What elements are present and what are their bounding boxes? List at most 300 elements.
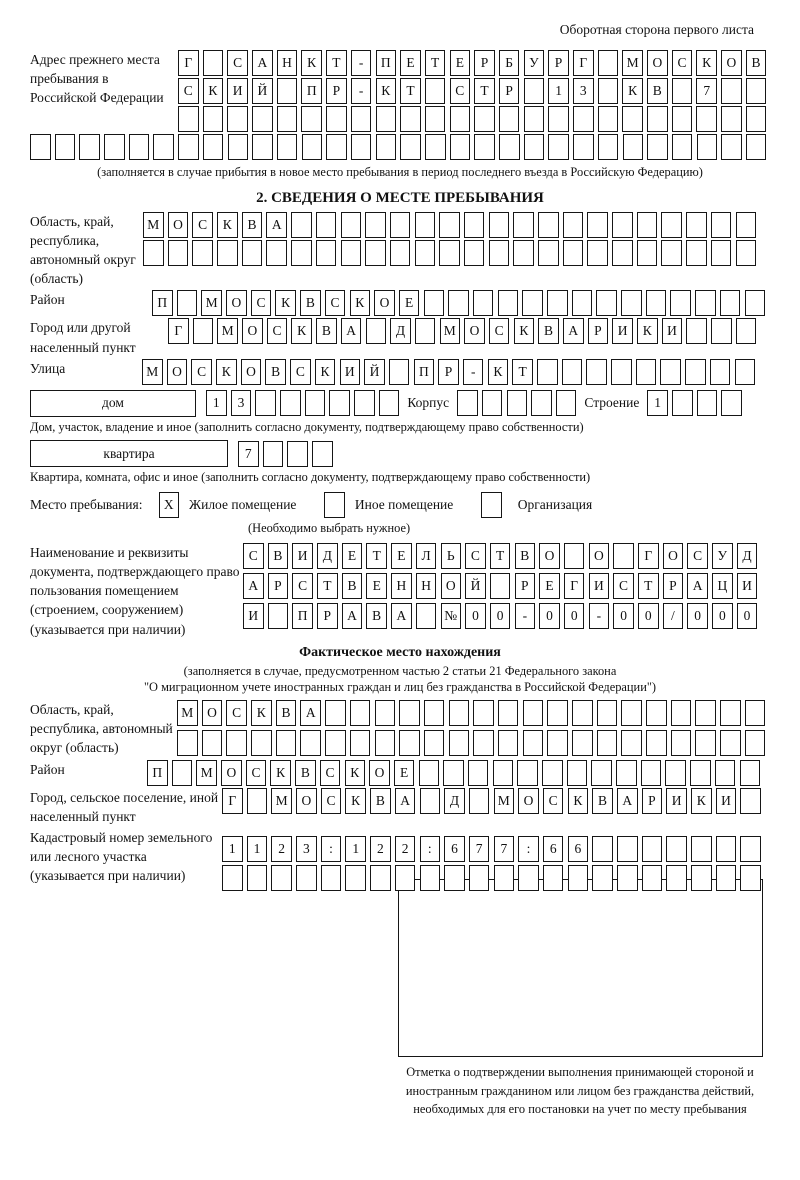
char-box — [268, 603, 289, 629]
char-box — [736, 212, 757, 238]
char-box — [415, 240, 436, 266]
char-box — [513, 240, 534, 266]
char-box: 0 — [737, 603, 758, 629]
char-box — [365, 212, 386, 238]
char-box: С — [227, 50, 248, 76]
char-box: А — [266, 212, 287, 238]
char-box: 0 — [490, 603, 511, 629]
char-box — [517, 760, 538, 786]
char-box — [623, 134, 644, 160]
char-box — [621, 730, 642, 756]
field-ownership-document — [30, 543, 800, 639]
char-box: Е — [391, 543, 412, 569]
char-box: С — [292, 573, 313, 599]
char-box — [226, 730, 247, 756]
char-box: Д — [317, 543, 338, 569]
char-box — [736, 240, 757, 266]
char-box: К — [691, 788, 712, 814]
char-box: М — [271, 788, 292, 814]
stay-type-note: (Необходимо выбрать нужное) — [248, 521, 411, 536]
region-grid-row-1 — [143, 212, 756, 238]
char-box: 7 — [238, 441, 259, 467]
char-box — [711, 240, 732, 266]
char-box: Д — [737, 543, 758, 569]
char-box: М — [494, 788, 515, 814]
char-box — [613, 543, 634, 569]
char-box: П — [292, 603, 313, 629]
char-box: К — [315, 359, 336, 385]
char-box: К — [637, 318, 658, 344]
char-box — [326, 106, 347, 132]
char-box — [420, 865, 441, 891]
char-box — [489, 240, 510, 266]
char-box — [55, 134, 76, 160]
char-box — [242, 240, 263, 266]
char-box — [341, 240, 362, 266]
char-box — [400, 106, 421, 132]
char-box — [494, 865, 515, 891]
char-box — [192, 240, 213, 266]
char-box — [697, 390, 718, 416]
char-box — [556, 390, 577, 416]
char-box — [672, 134, 693, 160]
actual-city-label: Город, сельское поселение, иной населенный пункт — [30, 789, 219, 824]
field-district — [30, 290, 800, 316]
char-box — [376, 106, 397, 132]
field-cadastral-number — [30, 828, 800, 891]
char-box — [354, 390, 375, 416]
char-box — [686, 240, 707, 266]
char-box: 0 — [638, 603, 659, 629]
char-box: К — [216, 359, 237, 385]
char-box: О — [441, 573, 462, 599]
char-box: К — [301, 50, 322, 76]
section2-title: 2. СВЕДЕНИЯ О МЕСТЕ ПРЕБЫВАНИЯ — [256, 189, 544, 206]
char-box — [697, 134, 718, 160]
char-box: О — [647, 50, 668, 76]
char-box: 7 — [696, 78, 717, 104]
char-box: Р — [317, 603, 338, 629]
char-box — [547, 290, 568, 316]
char-box: Т — [317, 573, 338, 599]
char-box: Е — [450, 50, 471, 76]
char-box: В — [295, 760, 316, 786]
char-box — [591, 760, 612, 786]
char-box — [596, 290, 617, 316]
char-box — [448, 290, 469, 316]
char-box: О — [221, 760, 242, 786]
char-box — [695, 700, 716, 726]
char-box — [647, 134, 668, 160]
char-box — [464, 240, 485, 266]
char-box — [720, 700, 741, 726]
char-box — [247, 788, 268, 814]
apartment-box-label: квартира — [30, 440, 228, 467]
char-box: К — [696, 50, 717, 76]
field-street — [30, 359, 800, 385]
actual-region-grid-row-2 — [177, 730, 765, 756]
char-box — [567, 760, 588, 786]
field-apartment — [30, 440, 800, 467]
char-box — [598, 78, 619, 104]
char-box — [499, 106, 520, 132]
actual-district-label: Район — [30, 761, 65, 777]
char-box — [665, 760, 686, 786]
char-box: Й — [465, 573, 486, 599]
char-box: С — [226, 700, 247, 726]
char-box — [499, 134, 520, 160]
char-box: Ь — [441, 543, 462, 569]
char-box — [449, 700, 470, 726]
char-box: Г — [222, 788, 243, 814]
char-box: 0 — [539, 603, 560, 629]
char-box: М — [143, 212, 164, 238]
char-box: Е — [539, 573, 560, 599]
char-box: Д — [390, 318, 411, 344]
char-box — [735, 359, 756, 385]
char-box: И — [737, 573, 758, 599]
char-box: С — [251, 290, 272, 316]
char-box: С — [543, 788, 564, 814]
char-box — [636, 359, 657, 385]
char-box — [305, 390, 326, 416]
char-box: 7 — [494, 836, 515, 862]
char-box — [399, 700, 420, 726]
char-box: К — [345, 760, 366, 786]
char-box: Е — [366, 573, 387, 599]
char-box — [612, 212, 633, 238]
stay-type-label: Место пребывания: — [30, 497, 143, 513]
char-box — [592, 865, 613, 891]
char-box: А — [341, 318, 362, 344]
actual-region-label: Область, край, республика, автономный округ (область) — [30, 702, 173, 756]
char-box: О — [589, 543, 610, 569]
cadastral-grid-row-1 — [222, 836, 761, 862]
char-box: М — [177, 700, 198, 726]
char-box — [104, 134, 125, 160]
char-box — [746, 134, 767, 160]
char-box: Р — [548, 50, 569, 76]
actual-city-grid — [222, 788, 761, 814]
char-box — [415, 212, 436, 238]
char-box: В — [647, 78, 668, 104]
char-box — [642, 836, 663, 862]
char-box: Б — [499, 50, 520, 76]
char-box — [277, 106, 298, 132]
char-box: И — [340, 359, 361, 385]
char-box: С — [290, 359, 311, 385]
char-box: С — [489, 318, 510, 344]
actual-location-note-line2: "О миграционном учете иностранных граждан и лиц без гражданства в Российской Федерации") — [143, 680, 657, 695]
char-box — [291, 240, 312, 266]
char-box: Г — [564, 573, 585, 599]
char-box: Р — [515, 573, 536, 599]
char-box: С — [191, 359, 212, 385]
char-box — [524, 106, 545, 132]
char-box — [721, 78, 742, 104]
char-box: X — [159, 492, 180, 518]
char-box — [202, 730, 223, 756]
char-box: 0 — [564, 603, 585, 629]
char-box — [611, 359, 632, 385]
char-box — [711, 318, 732, 344]
char-box — [646, 730, 667, 756]
char-box: Т — [400, 78, 421, 104]
char-box — [548, 106, 569, 132]
char-box: Н — [277, 50, 298, 76]
char-box: У — [524, 50, 545, 76]
char-box: Т — [512, 359, 533, 385]
char-box: 1 — [222, 836, 243, 862]
char-box: В — [300, 290, 321, 316]
korpus-label: Корпус — [407, 395, 450, 411]
char-box — [439, 240, 460, 266]
char-box — [660, 359, 681, 385]
char-box — [542, 760, 563, 786]
prev-address-grid-row-2 — [178, 78, 766, 104]
char-box — [324, 492, 345, 518]
char-box: В — [242, 212, 263, 238]
district-grid — [152, 290, 765, 316]
char-box: - — [515, 603, 536, 629]
char-box — [177, 290, 198, 316]
prev-address-grid-row-4 — [30, 134, 800, 160]
char-box — [399, 730, 420, 756]
char-box: О — [226, 290, 247, 316]
ownership-document-grid-row-1 — [243, 543, 757, 569]
char-box: - — [351, 78, 372, 104]
char-box — [498, 700, 519, 726]
char-box: 6 — [444, 836, 465, 862]
page-side-note: Оборотная сторона первого листа — [559, 22, 754, 37]
char-box: К — [488, 359, 509, 385]
actual-location-note-line1: (заполняется в случае, предусмотренном частью 2 статьи 21 Федерального закона — [183, 663, 617, 678]
char-box — [716, 836, 737, 862]
char-box — [203, 50, 224, 76]
char-box — [129, 134, 150, 160]
char-box — [325, 730, 346, 756]
char-box: В — [268, 543, 289, 569]
char-box: А — [252, 50, 273, 76]
char-box: 2 — [370, 836, 391, 862]
region-label: Область, край, республика, автономный округ (область) — [30, 213, 136, 287]
field-prev-address — [30, 50, 800, 132]
char-box — [296, 865, 317, 891]
char-box — [481, 492, 502, 518]
char-box — [203, 106, 224, 132]
street-grid — [142, 359, 755, 385]
char-box — [616, 760, 637, 786]
char-box — [493, 760, 514, 786]
char-box — [439, 212, 460, 238]
char-box: И — [716, 788, 737, 814]
char-box: М — [196, 760, 217, 786]
char-box: М — [440, 318, 461, 344]
char-box: 1 — [247, 836, 268, 862]
char-box — [420, 788, 441, 814]
char-box — [30, 134, 51, 160]
char-box: М — [622, 50, 643, 76]
char-box — [424, 700, 445, 726]
char-box: 3 — [231, 390, 252, 416]
char-box — [548, 134, 569, 160]
korpus-grid — [457, 390, 576, 416]
char-box — [562, 359, 583, 385]
char-box: К — [514, 318, 535, 344]
char-box: / — [663, 603, 684, 629]
char-box — [280, 390, 301, 416]
char-box — [351, 106, 372, 132]
char-box: К — [622, 78, 643, 104]
char-box — [252, 134, 273, 160]
char-box: В — [276, 700, 297, 726]
char-box — [666, 836, 687, 862]
char-box — [622, 106, 643, 132]
char-box — [598, 106, 619, 132]
char-box: Т — [366, 543, 387, 569]
char-box — [366, 318, 387, 344]
char-box — [695, 730, 716, 756]
char-box: В — [370, 788, 391, 814]
char-box — [266, 240, 287, 266]
char-box — [449, 730, 470, 756]
char-box: Е — [342, 543, 363, 569]
char-box — [617, 865, 638, 891]
char-box — [563, 212, 584, 238]
char-box — [203, 134, 224, 160]
house-grid — [206, 390, 399, 416]
char-box — [745, 730, 766, 756]
char-box — [468, 760, 489, 786]
apartment-note: Квартира, комната, офис и иное (заполнить согласно документу, подтверждающему право собственности) — [30, 470, 591, 485]
street-label: Улица — [30, 360, 66, 376]
char-box — [482, 390, 503, 416]
char-box: В — [366, 603, 387, 629]
char-box — [474, 106, 495, 132]
char-box — [592, 836, 613, 862]
char-box: И — [612, 318, 633, 344]
char-box — [572, 700, 593, 726]
char-box: Н — [391, 573, 412, 599]
char-box — [721, 390, 742, 416]
char-box — [172, 760, 193, 786]
char-box — [685, 359, 706, 385]
char-box — [473, 290, 494, 316]
char-box — [329, 390, 350, 416]
char-box: Р — [438, 359, 459, 385]
char-box: 0 — [613, 603, 634, 629]
char-box: П — [301, 78, 322, 104]
char-box: Р — [663, 573, 684, 599]
char-box: Л — [416, 543, 437, 569]
char-box: И — [243, 603, 264, 629]
char-box — [415, 318, 436, 344]
char-box — [691, 836, 712, 862]
char-box: М — [142, 359, 163, 385]
district-label: Район — [30, 292, 65, 308]
char-box — [543, 865, 564, 891]
char-box: С — [325, 290, 346, 316]
char-box — [691, 865, 712, 891]
char-box: 6 — [543, 836, 564, 862]
char-box — [350, 700, 371, 726]
char-box — [531, 390, 552, 416]
house-note: Дом, участок, владение и иное (заполнить согласно документу, подтверждающему право собственности) — [30, 419, 584, 434]
char-box — [538, 212, 559, 238]
char-box — [661, 240, 682, 266]
char-box: Й — [252, 78, 273, 104]
char-box — [473, 700, 494, 726]
char-box — [746, 106, 767, 132]
char-box: С — [192, 212, 213, 238]
char-box — [522, 290, 543, 316]
char-box — [695, 290, 716, 316]
char-box: О — [167, 359, 188, 385]
char-box — [507, 390, 528, 416]
char-box — [716, 865, 737, 891]
field-house — [30, 390, 800, 417]
char-box — [498, 730, 519, 756]
char-box — [325, 700, 346, 726]
char-box: Д — [444, 788, 465, 814]
char-box — [573, 134, 594, 160]
char-box: С — [320, 760, 341, 786]
char-box: Р — [499, 78, 520, 104]
char-box: О — [663, 543, 684, 569]
char-box — [79, 134, 100, 160]
char-box — [721, 134, 742, 160]
char-box: 6 — [568, 836, 589, 862]
char-box — [168, 240, 189, 266]
char-box: А — [617, 788, 638, 814]
char-box — [277, 78, 298, 104]
char-box — [686, 212, 707, 238]
char-box — [271, 865, 292, 891]
char-box — [523, 730, 544, 756]
char-box — [736, 318, 757, 344]
char-box: С — [687, 543, 708, 569]
char-box — [326, 134, 347, 160]
char-box: - — [463, 359, 484, 385]
char-box — [740, 865, 761, 891]
ownership-document-grid-row-2 — [243, 573, 757, 599]
char-box: О — [369, 760, 390, 786]
char-box — [537, 359, 558, 385]
char-box — [316, 212, 337, 238]
char-box — [518, 865, 539, 891]
char-box — [523, 700, 544, 726]
char-box: О — [168, 212, 189, 238]
char-box — [563, 240, 584, 266]
field-actual-city — [30, 788, 800, 826]
field-actual-region — [30, 700, 800, 757]
char-box — [568, 865, 589, 891]
char-box — [547, 730, 568, 756]
char-box: А — [563, 318, 584, 344]
char-box — [671, 730, 692, 756]
char-box: В — [538, 318, 559, 344]
char-box — [672, 390, 693, 416]
char-box: М — [217, 318, 238, 344]
char-box: С — [178, 78, 199, 104]
char-box: Р — [474, 50, 495, 76]
char-box: И — [589, 573, 610, 599]
char-box — [350, 730, 371, 756]
stay-option-organization-label: Организация — [517, 497, 593, 513]
city-grid — [168, 318, 756, 344]
char-box — [316, 240, 337, 266]
char-box: П — [152, 290, 173, 316]
